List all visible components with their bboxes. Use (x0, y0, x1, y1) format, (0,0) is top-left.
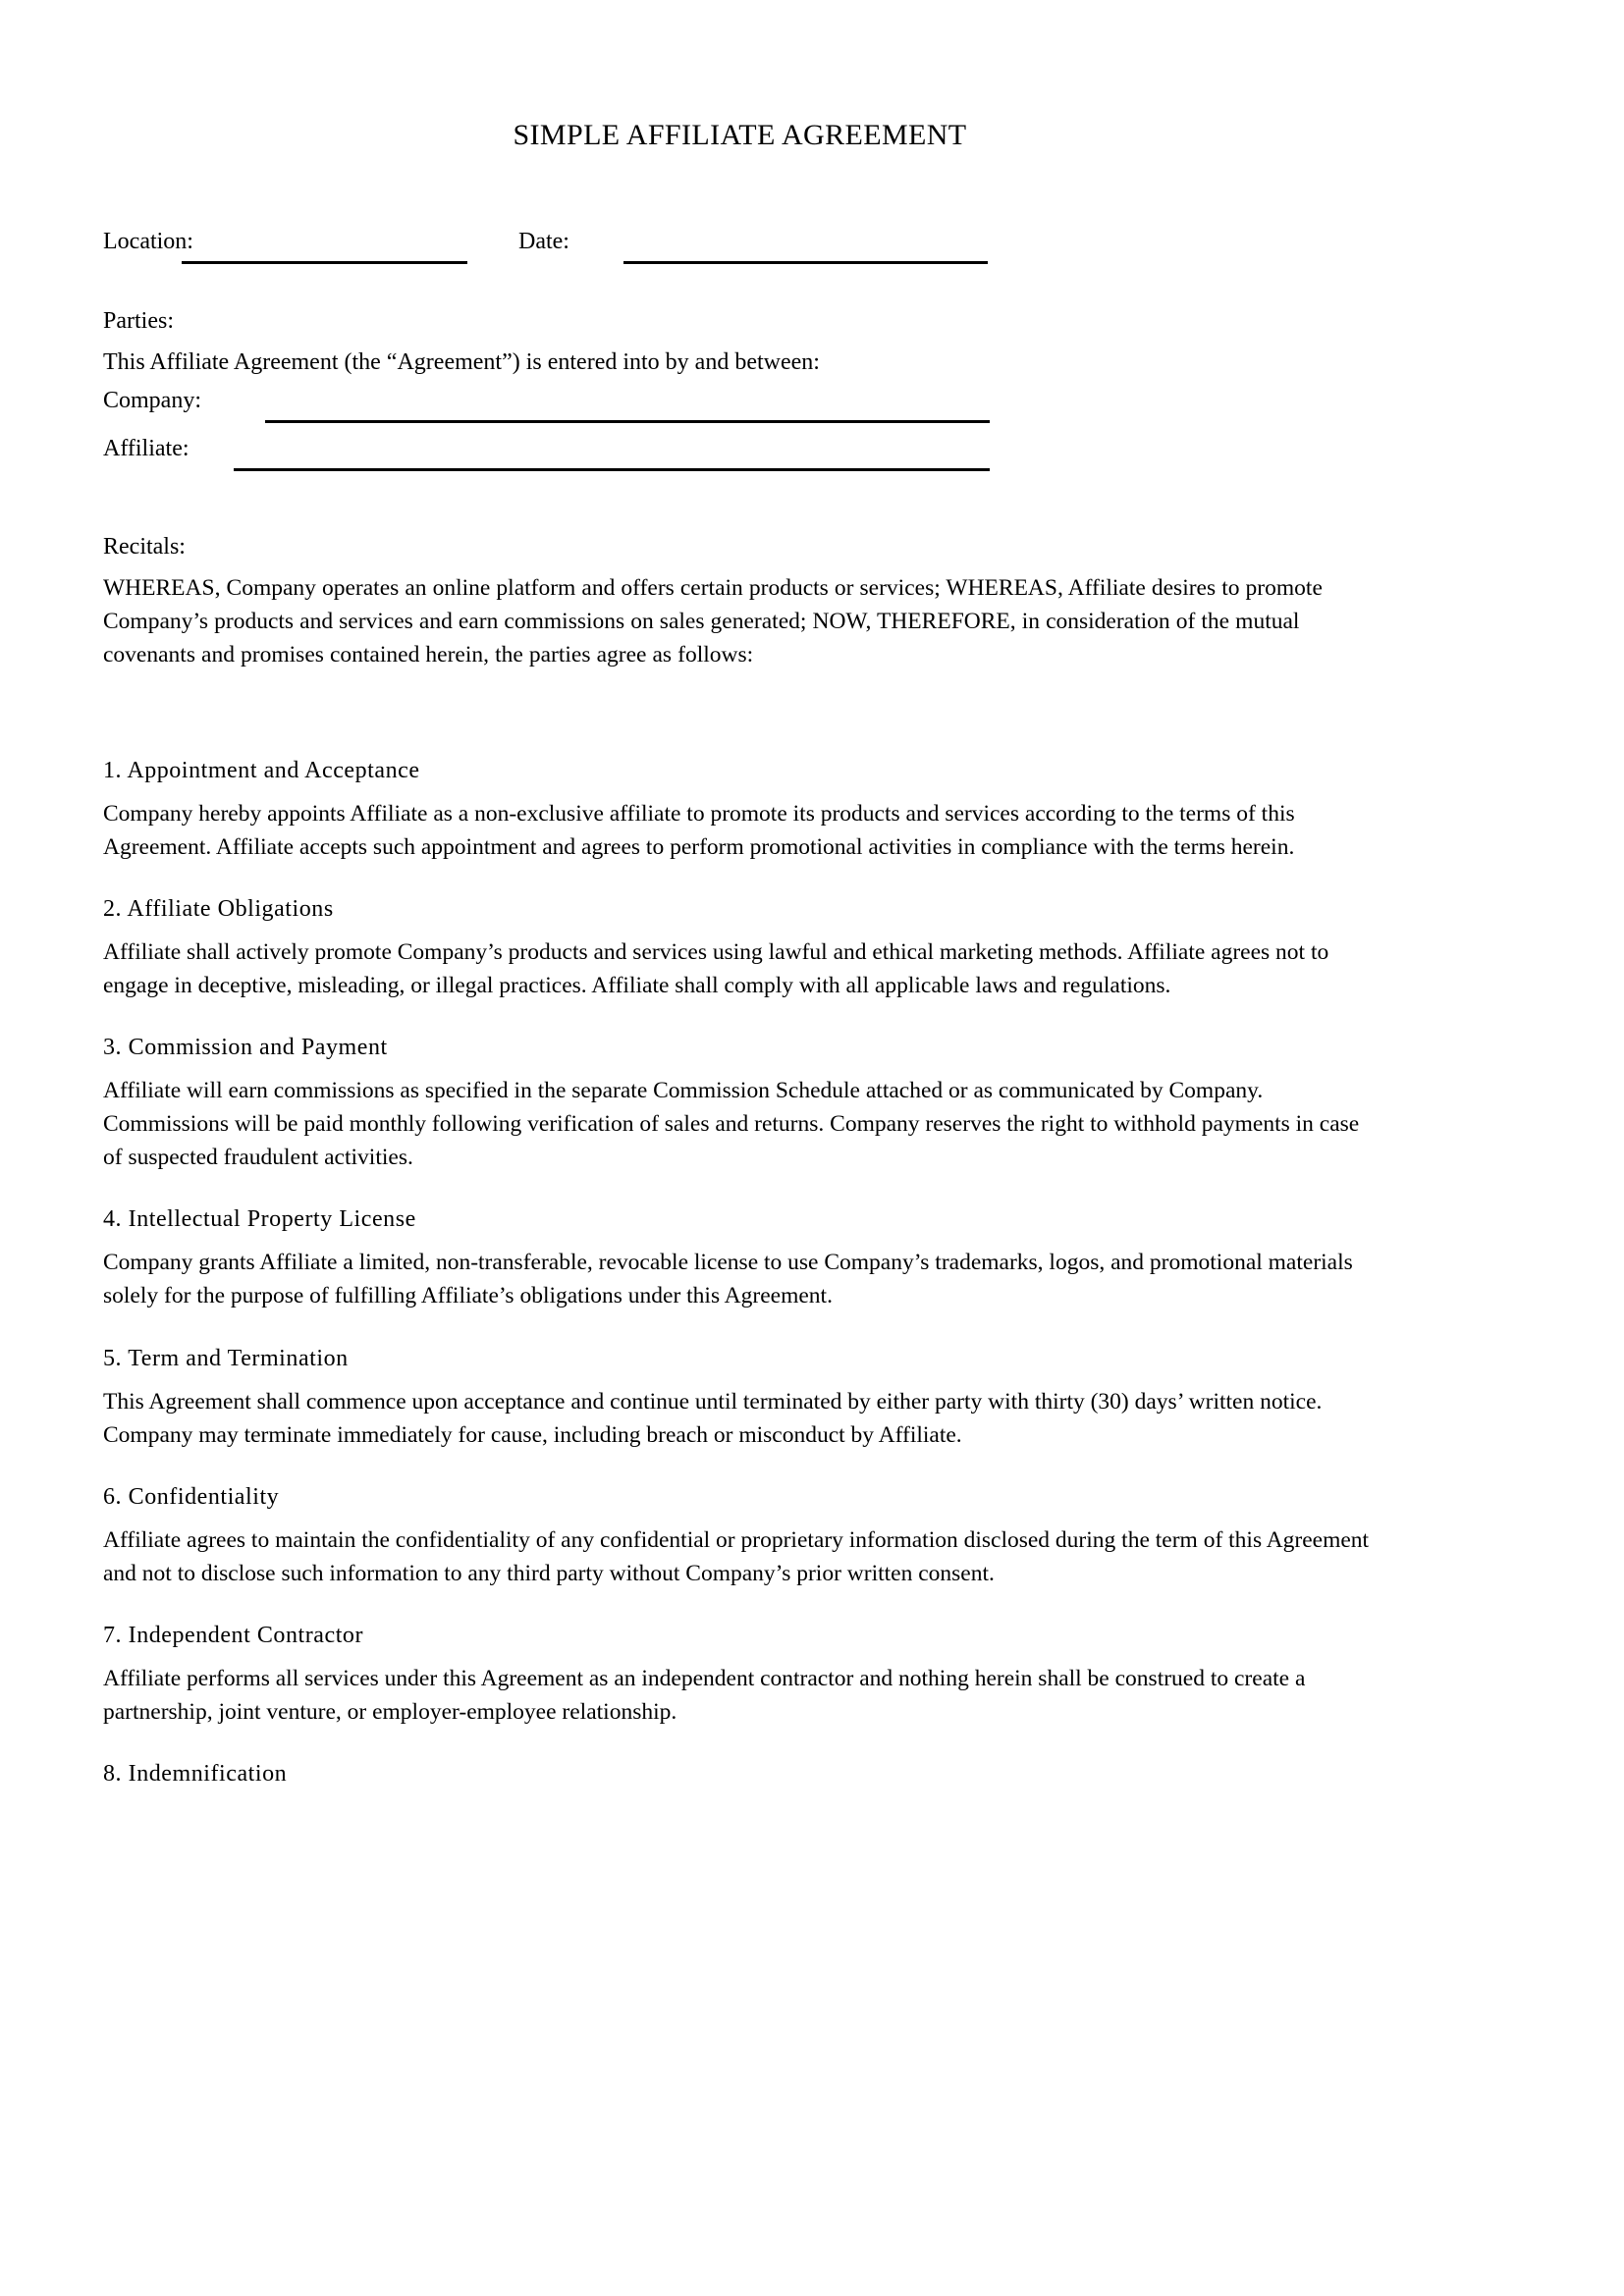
location-date-row (103, 229, 1478, 268)
section-body: Affiliate shall actively promote Company’s products and services using lawful and ethical marketing methods. Affiliate agrees not to engage in deceptive, misleading, or illegal practices. Affiliate shall comply with all applicable laws and regulations. (103, 938, 1329, 998)
location-fill-line[interactable] (182, 261, 467, 264)
parties-intro: This Affiliate Agreement (the “Agreement”) is entered into by and between: (103, 349, 820, 376)
section-6 (103, 1481, 1478, 1590)
section-heading: 6. Confidentiality (103, 1483, 280, 1510)
section-heading: 3. Commission and Payment (103, 1034, 388, 1060)
section-body: Affiliate agrees to maintain the confidentiality of any confidential or proprietary information disclosed during the term of this Agreement and not to disclose such information to any third party without Company’s prior written consent. (103, 1526, 1370, 1586)
section-heading: 2. Affiliate Obligations (103, 895, 334, 922)
sections-list (103, 755, 1478, 1791)
section-7 (103, 1620, 1478, 1729)
section-body: Affiliate will earn commissions as specified in the separate Commission Schedule attached or as communicated by Company. Commissions will be paid monthly following verification of sales and returns. Company reserves the right to withhold payments in case of suspected fraudulent activities. (103, 1078, 1360, 1171)
company-label: Company: (103, 388, 201, 414)
document-content (103, 0, 1478, 1820)
section-heading: 4. Intellectual Property License (103, 1206, 416, 1233)
company-row (103, 388, 1478, 427)
recitals-body: WHEREAS, Company operates an online platform and offers certain products or services; WHEREAS, Affiliate desires to promote Company’s products and services and earn commissions on sales generated; NOW, THEREFORE, in consideration of the mutual covenants and promises contained herein, the parties agree as follows: (103, 575, 1323, 668)
date-label: Date: (518, 229, 569, 254)
section-heading: 8. Indemnification (103, 1761, 288, 1788)
section-heading: 5. Term and Termination (103, 1345, 349, 1371)
section-2 (103, 893, 1478, 1002)
section-4 (103, 1203, 1478, 1312)
company-fill-line[interactable] (265, 420, 990, 423)
section-body: This Agreement shall commence upon acceptance and continue until terminated by either party with thirty (30) days’ written notice. Company may terminate immediately for cause, including breach or misconduct by Affiliate. (103, 1388, 1323, 1448)
section-1 (103, 755, 1478, 864)
affiliate-label: Affiliate: (103, 436, 189, 462)
location-label: Location: (103, 229, 193, 254)
section-heading: 1. Appointment and Acceptance (103, 757, 420, 783)
section-8 (103, 1758, 1478, 1790)
date-fill-line[interactable] (623, 261, 988, 264)
section-body: Affiliate performs all services under this Agreement as an independent contractor and nothing herein shall be construed to create a partnership, joint venture, or employer-employee relationship. (103, 1666, 1306, 1726)
section-body: Company hereby appoints Affiliate as a non-exclusive affiliate to promote its products and services according to the terms of this Agreement. Affiliate accepts such appointment and agrees to perform promotional activities in compliance with the terms herein. (103, 800, 1295, 860)
parties-block (103, 305, 1478, 475)
affiliate-row (103, 436, 1478, 475)
recitals-block (103, 531, 1478, 671)
section-heading: 7. Independent Contractor (103, 1622, 363, 1648)
recitals-heading: Recitals: (103, 534, 186, 561)
section-5 (103, 1343, 1478, 1452)
parties-heading: Parties: (103, 308, 174, 334)
section-body: Company grants Affiliate a limited, non-transferable, revocable license to use Company’s trademarks, logos, and promotional materials solely for the purpose of fulfilling Affiliate’s obligations under this Agreement. (103, 1250, 1353, 1309)
page-title: SIMPLE AFFILIATE AGREEMENT (513, 119, 967, 151)
section-3 (103, 1032, 1478, 1174)
affiliate-fill-line[interactable] (234, 468, 990, 471)
